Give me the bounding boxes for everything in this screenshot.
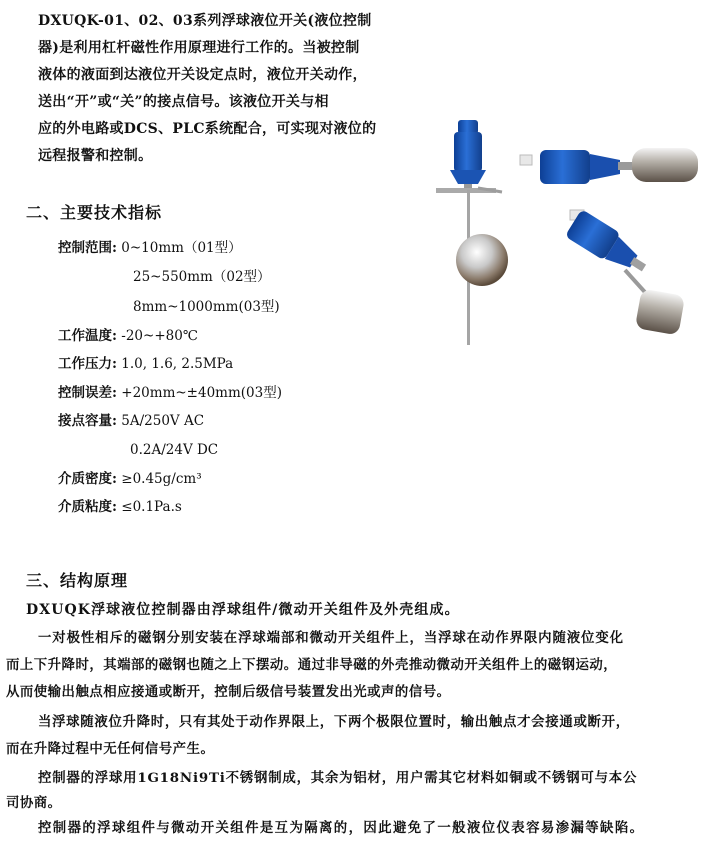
spec-label: 工作温度:: [58, 328, 117, 344]
intro-line: DXUQK-01、02、03系列浮球液位开关(液位控制: [38, 13, 372, 29]
intro-paragraph: [38, 8, 388, 170]
spec-label: 介质粘度:: [58, 499, 117, 515]
spec-value: ≥0.45g/cm³: [121, 471, 202, 487]
spec-value: 25~550mm（02型）: [133, 269, 271, 285]
section2-heading: 二、主要技术指标: [26, 203, 163, 222]
spec-value: 0~10mm（01型）: [121, 240, 242, 256]
principle-line: 而上下升降时，其端部的磁钢也随之上下摆动。通过非导磁的外壳推动微动开关组件上的磁钢运动，: [6, 657, 618, 673]
left-switch-unit: [436, 120, 508, 345]
spec-row-control-range-03: [133, 297, 280, 317]
spec-row-density: [58, 469, 202, 489]
intro-line: 液体的液面到达液位开关设定点时，液位开关动作，: [38, 67, 367, 83]
principle-line: 从而使输出触点相应接通或断开，控制后级信号装置发出光或声的信号。: [6, 684, 451, 700]
right-top-switch-unit: [520, 148, 698, 184]
spec-row-control-range-02: [133, 267, 271, 287]
spec-value: 5A/250V AC: [121, 413, 205, 429]
section3-heading: 三、结构原理: [26, 571, 129, 590]
spec-row-contact-capacity: [58, 411, 204, 431]
spec-value: ≤0.1Pa.s: [121, 499, 182, 515]
intro-line: 器)是利用杠杆磁性作用原理进行工作的。当被控制: [38, 40, 360, 56]
spec-value: 1.0, 1.6, 2.5MPa: [121, 356, 234, 372]
spec-row-error: [58, 383, 282, 403]
spec-label: 接点容量:: [58, 413, 117, 429]
principle-line: DXUQK浮球液位控制器由浮球组件/微动开关组件及外壳组成。: [26, 602, 460, 618]
principle-line: 控制器的浮球用1G18Ni9Ti不锈钢制成，其余为铝材，用户需其它材料如铜或不锈钢可与本公: [38, 770, 638, 786]
spec-value: -20~+80℃: [121, 328, 198, 344]
principle-line: 司协商。: [6, 795, 62, 811]
spec-value: 0.2A/24V DC: [130, 442, 219, 458]
right-bottom-switch-unit: [565, 209, 685, 335]
spec-row-pressure: [58, 354, 233, 374]
spec-row-control-range: [58, 238, 242, 258]
float-level-switch-icon: [420, 110, 710, 350]
spec-label: 工作压力:: [58, 356, 117, 372]
spec-row-viscosity: [58, 497, 182, 517]
spec-value: +20mm~±40mm(03型): [121, 385, 282, 401]
spec-label: 控制误差:: [58, 385, 117, 401]
principle-line: 一对极性相斥的磁钢分别安装在浮球端部和微动开关组件上，当浮球在动作界限内随液位变化: [38, 630, 624, 646]
product-photo: [420, 110, 710, 350]
principle-line: 而在升降过程中无任何信号产生。: [6, 741, 215, 757]
spec-label: 控制范围:: [58, 240, 117, 256]
spec-row-temperature: [58, 326, 198, 346]
principle-line: 当浮球随液位升降时，只有其处于动作界限上，下两个极限位置时，输出触点才会接通或断开，: [38, 714, 630, 730]
principle-line: 控制器的浮球组件与微动开关组件是互为隔离的，因此避免了一般液位仪表容易渗漏等缺陷。: [38, 820, 645, 836]
spec-value: 8mm~1000mm(03型): [133, 299, 280, 315]
intro-line: 远程报警和控制。: [38, 148, 153, 164]
spec-label: 介质密度:: [58, 471, 117, 487]
intro-line: 应的外电路或DCS、PLC系统配合，可实现对液位的: [38, 121, 377, 137]
spec-row-contact-capacity-dc: [130, 440, 218, 460]
intro-line: 送出“开”或“关”的接点信号。该液位开关与相: [38, 94, 329, 110]
